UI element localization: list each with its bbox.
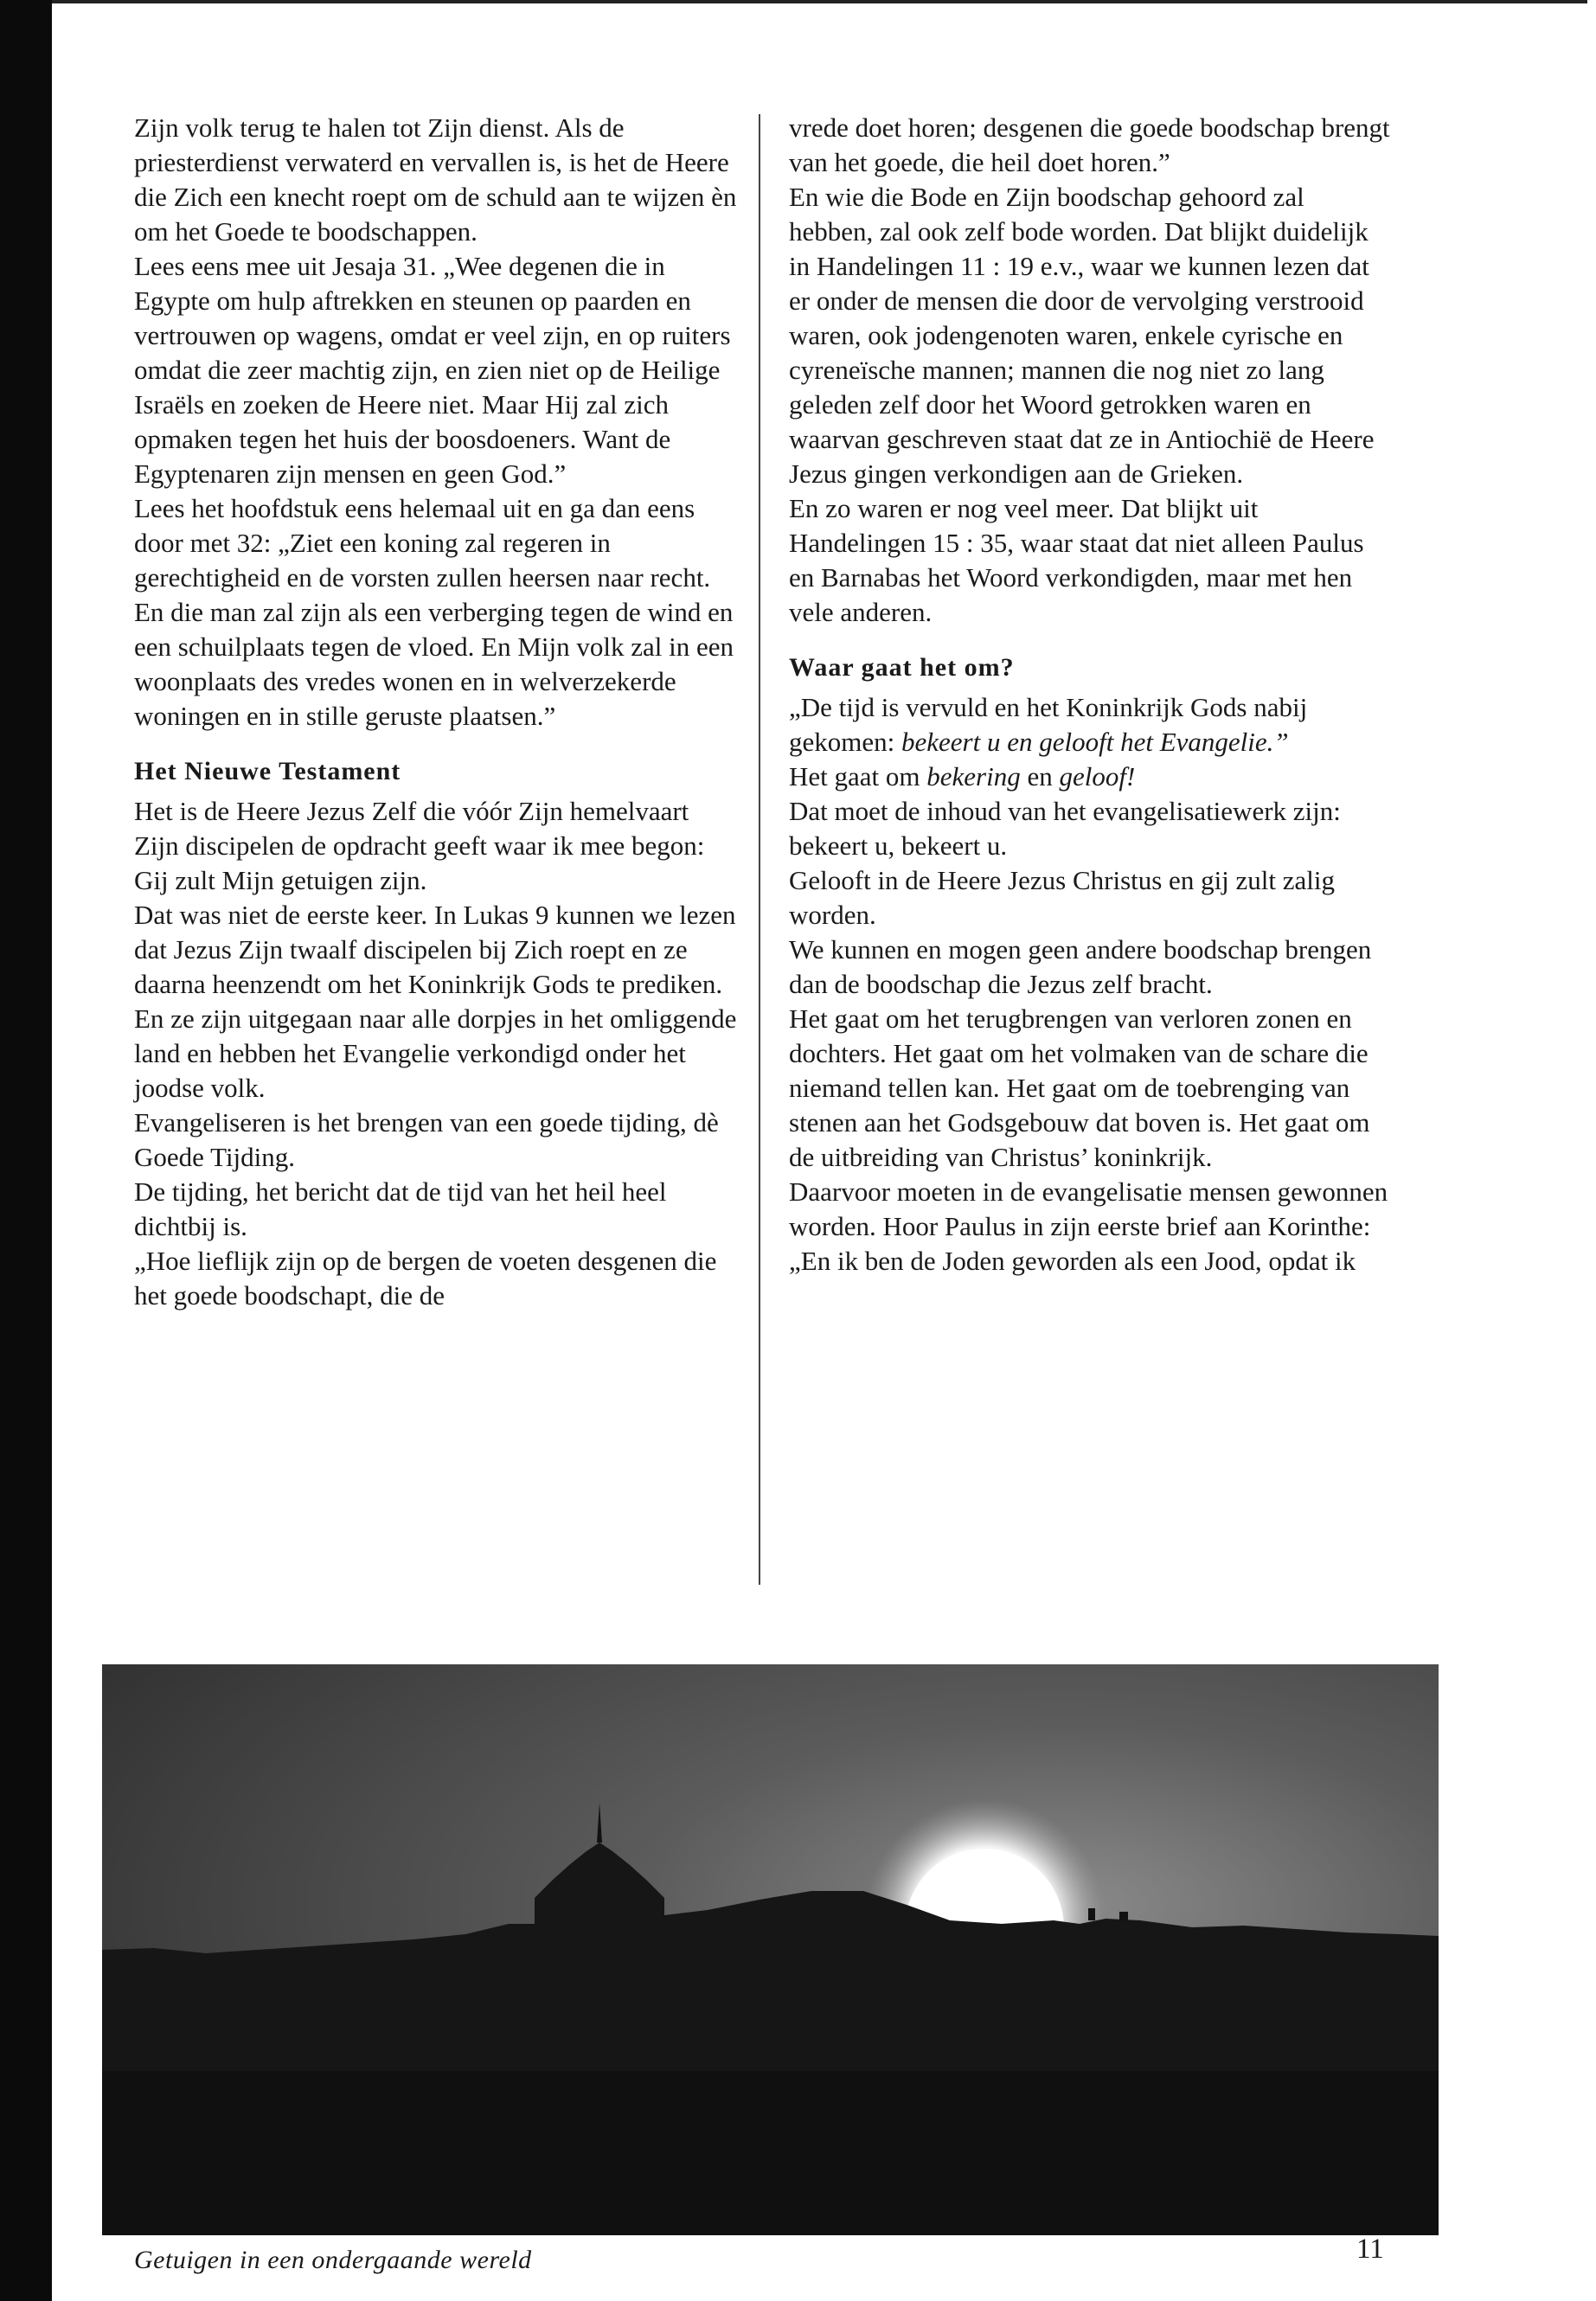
right-paragraph-5 [789,760,1394,794]
foreground-shadow [102,2071,1439,2235]
section-heading-waar-gaat-het-om: Waar gaat het om? [789,653,1015,682]
section-heading-nieuwe-testament: Het Nieuwe Testament [134,757,401,785]
right-paragraph-4 [789,690,1394,760]
left-paragraph-4: Het is de Heere Jezus Zelf die vóór Zijn hemelvaart Zijn discipelen de opdracht geeft waar ik mee begon: Gij zult Mijn getuigen zijn. [134,796,705,895]
right-paragraph-4-emphasis: bekeert u en gelooft het Evangelie.” [901,727,1289,757]
column-divider [759,114,760,1585]
page-number: 11 [1356,2234,1384,2265]
right-paragraph-1: vrede doet horen; desgenen die goede boodschap brengt van het goede, die heil doet horen.” [789,112,1390,177]
right-paragraph-5-text-a: Het gaat om [789,761,927,792]
left-paragraph-6: Evangeliseren is het brengen van een goede tijding, dè Goede Tijding. [134,1107,719,1172]
left-paragraph-1: Zijn volk terug te halen tot Zijn dienst. Als de priesterdienst verwaterd en vervallen is, is het de Heere die Zich een knecht roept om de schuld aan te wijzen èn om het Goede te boodschappen. [134,112,737,247]
page-edge-bar [0,0,52,2301]
right-paragraph-4-text: „De tijd is vervuld en het Koninkrijk Gods nabij gekomen: [789,692,1308,757]
right-paragraph-7: Gelooft in de Heere Jezus Christus en gij zult zalig worden. [789,865,1336,930]
left-paragraph-2: Lees eens mee uit Jesaja 31. „Wee degenen die in Egypte om hulp aftrekken en steunen op paarden en vertrouwen op wagens, omdat er veel zijn, en op ruiters omdat die zeer machtig zijn, en zien niet op de Heilige Israëls en zoeken de Heere niet. Maar Hij zal zich opmaken tegen het huis der boosdoeners. Want de Egyptenaren zijn mensen en geen God.” [134,251,731,489]
distant-post [1088,1908,1095,1920]
right-paragraph-2: En wie die Bode en Zijn boodschap gehoord zal hebben, zal ook zelf bode worden. Dat blijkt duidelijk in Handelingen 11 : 19 e.v., waar we kunnen lezen dat er onder de mensen die door de vervolging verstrooid waren, ook jodengenoten waren, enkele cyrische en cyreneïsche mannen; mannen die nog niet zo lang geleden zelf door het Woord getrokken waren en waarvan geschreven staat dat ze in Antiochië de Heere Jezus gingen verkondigen aan de Grieken. [789,182,1375,489]
right-column [789,111,1394,1279]
left-paragraph-8: „Hoe lieflijk zijn op de bergen de voeten desgenen die het goede boodschapt, die de [134,1246,717,1311]
right-paragraph-8: We kunnen en mogen geen andere boodschap brengen dan de boodschap die Jezus zelf bracht. [789,934,1372,999]
left-paragraph-3: Lees het hoofdstuk eens helemaal uit en ga dan eens door met 32: „Ziet een koning zal regeren in gerechtigheid en de vorsten zullen heersen naar recht. En die man zal zijn als een verberging tegen de wind en een schuilplaats tegen de vloed. En Mijn volk zal in een woonplaats des vredes wonen en in welverzekerde woningen en in stille geruste plaatsen.” [134,493,734,731]
top-rule [52,0,1587,3]
right-paragraph-6: Dat moet de inhoud van het evangelisatiewerk zijn: bekeert u, bekeert u. [789,796,1341,861]
sunset-photo [102,1664,1439,2235]
left-column [134,111,740,1313]
photo-caption: Getuigen in een ondergaande wereld [134,2246,532,2274]
right-paragraph-10: Daarvoor moeten in de evangelisatie mensen gewonnen worden. Hoor Paulus in zijn eerste brief aan Korinthe: „En ik ben de Joden geworden als een Jood, opdat ik [789,1176,1388,1276]
right-paragraph-5-emphasis-b: geloof! [1059,761,1136,792]
right-paragraph-3: En zo waren er nog veel meer. Dat blijkt uit Handelingen 15 : 35, waar staat dat niet alleen Paulus en Barnabas het Woord verkondigden, maar met hen vele anderen. [789,493,1364,627]
sunset-illustration [102,1664,1439,2235]
right-paragraph-9: Het gaat om het terugbrengen van verloren zonen en dochters. Het gaat om het volmaken van de schare die niemand tellen kan. Het gaat om de toebrenging van stenen aan het Godsgebouw dat boven is. Het gaat om de uitbreiding van Christus’ koninkrijk. [789,1003,1370,1172]
right-paragraph-5-text-b: en [1020,761,1060,792]
left-paragraph-5: Dat was niet de eerste keer. In Lukas 9 kunnen we lezen dat Jezus Zijn twaalf discipelen bij Zich roept en ze daarna heenzendt om het Koninkrijk Gods te prediken. En ze zijn uitgegaan naar alle dorpjes in het omliggende land en hebben het Evangelie verkondigd onder het joodse volk. [134,900,737,1103]
right-paragraph-5-emphasis-a: bekering [926,761,1021,792]
left-paragraph-7: De tijding, het bericht dat de tijd van het heil heel dichtbij is. [134,1176,667,1241]
distant-house [1119,1912,1128,1920]
